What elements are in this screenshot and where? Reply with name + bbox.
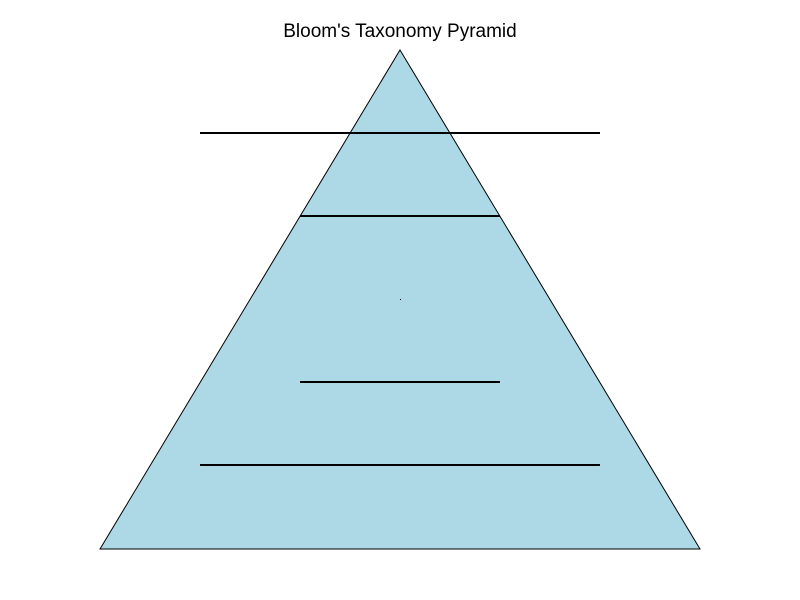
diagram-title: Bloom's Taxonomy Pyramid: [283, 21, 517, 42]
center-dot: [400, 299, 401, 300]
